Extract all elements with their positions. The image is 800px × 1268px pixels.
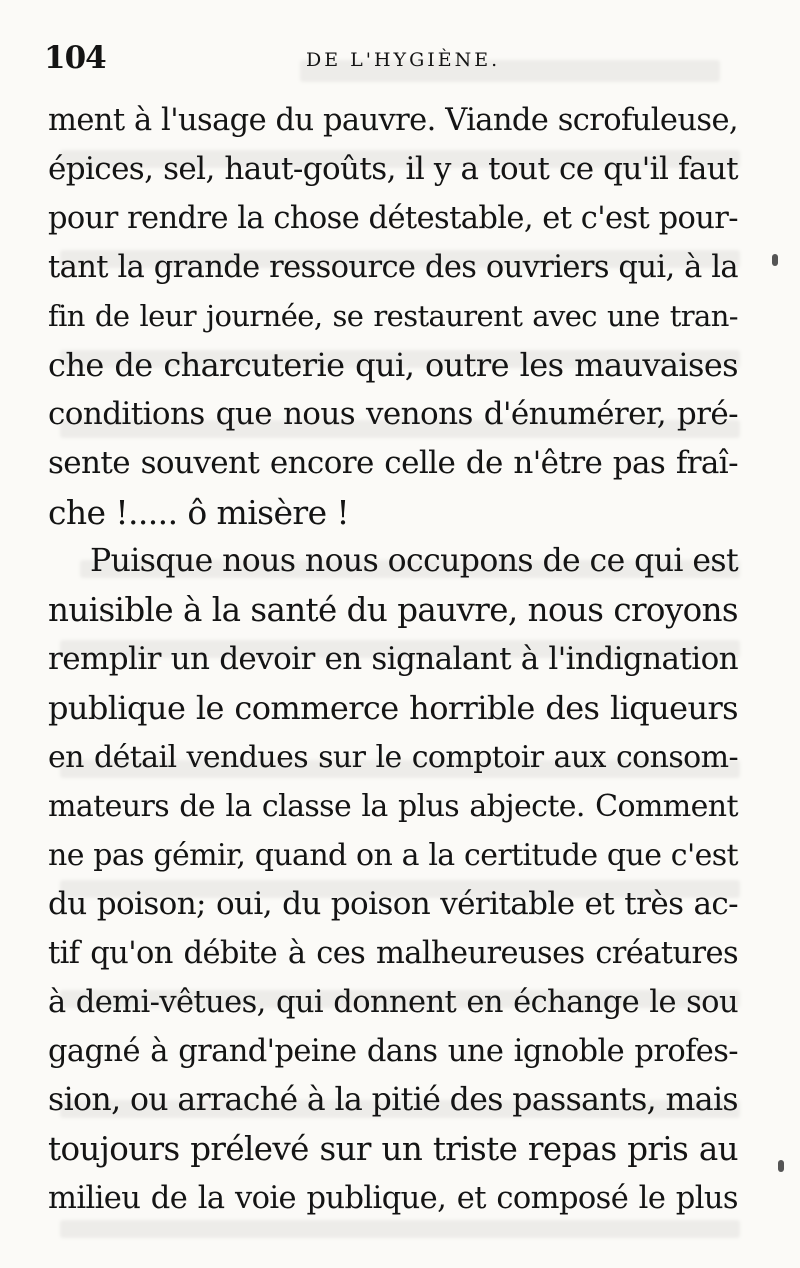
text-line: milieu de la voie publique, et composé le plus (48, 1181, 738, 1216)
text-line: nuisible à la santé du pauvre, nous croyons (48, 591, 738, 629)
paragraph-2 (48, 537, 738, 1223)
text-line: épices, sel, haut-goûts, il y a tout ce qu'il faut (48, 151, 738, 187)
text-line: conditions que nous venons d'énumérer, pré- (48, 396, 738, 432)
text-line: à demi-vêtues, qui donnent en échange le sou (48, 985, 738, 1020)
text-line: fin de leur journée, se restaurent avec une tran- (48, 299, 738, 333)
text-line: tant la grande ressource des ouvriers qui, à la (48, 250, 738, 285)
text-line: pour rendre la chose détestable, et c'est pour- (48, 201, 738, 236)
text-line: sente souvent encore celle de n'être pas fraî- (48, 445, 738, 481)
page-number: 104 (44, 40, 106, 76)
text-line: en détail vendues sur le comptoir aux consom- (48, 740, 738, 775)
text-line: remplir un devoir en signalant à l'indignation (48, 641, 738, 677)
ink-speck (778, 1160, 784, 1172)
text-line: tif qu'on débite à ces malheureuses créatures (48, 936, 738, 971)
text-line: gagné à grand'peine dans une ignoble profes- (48, 1034, 738, 1069)
text-line: ne pas gémir, quand on a la certitude que c'est (48, 838, 738, 873)
body-text (48, 96, 738, 1223)
text-line: che de charcuterie qui, outre les mauvaises (48, 346, 738, 384)
text-line: che !..... ô misère ! (48, 493, 350, 532)
paragraph-1 (48, 96, 738, 537)
section-title: DE L'HYGIÈNE. (306, 49, 501, 71)
text-line: toujours prélevé sur un triste repas pris au (48, 1130, 738, 1168)
text-line: du poison; oui, du poison véritable et très ac- (48, 886, 738, 922)
text-line: ment à l'usage du pauvre. Viande scrofuleuse, (48, 103, 738, 138)
running-head (44, 40, 738, 84)
text-line: Puisque nous nous occupons de ce qui est (90, 543, 738, 579)
text-line: publique le commerce horrible des liqueurs (48, 689, 738, 727)
text-line: mateurs de la classe la plus abjecte. Comment (48, 789, 738, 824)
ink-speck (772, 254, 778, 266)
text-line: sion, ou arraché à la pitié des passants, mais (48, 1082, 738, 1118)
